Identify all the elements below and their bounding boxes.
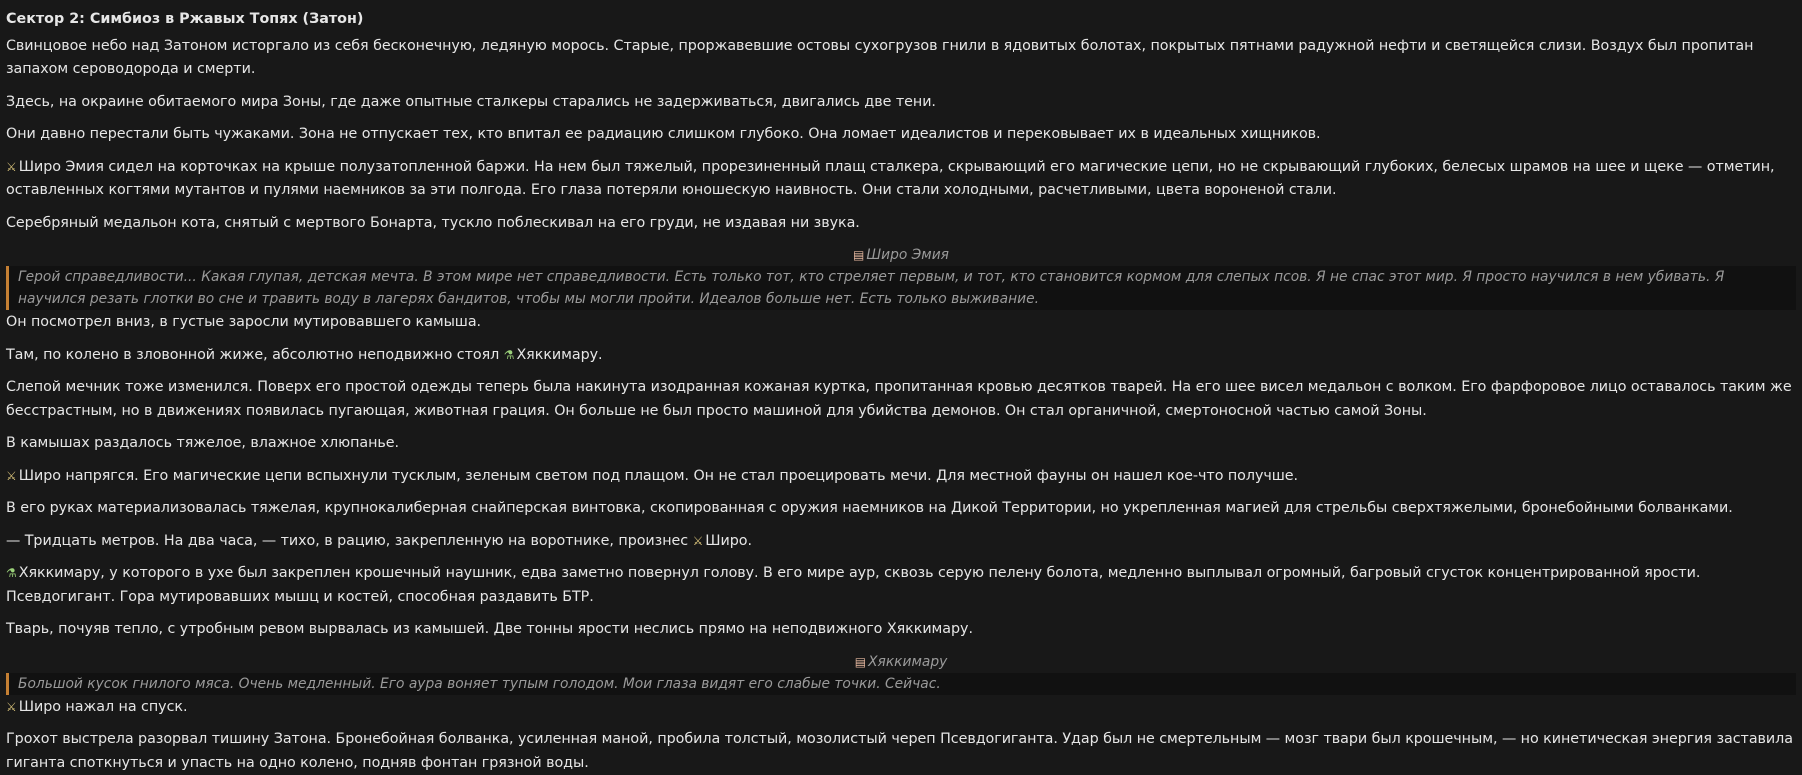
paragraph-text: Там, по колено в зловонной жиже, абсолютно неподвижно стоял xyxy=(6,346,504,363)
paragraph-text: Широ нажал на спуск. xyxy=(18,698,188,715)
dialogue-quote: Герой справедливости... Какая глупая, детская мечта. В этом мире нет справедливости. Есть только тот, кто стреляет первым, и тот, кто становится кормом для слепых псов. Я не спас этот мир. Я просто научился в нем убивать. Я научился резать глотки во сне и травить воду в лагерях бандитов, чтобы мы могли пройти. Идеалов больше нет. Есть только выживание. xyxy=(6,266,1796,310)
potion-icon: ⚗ xyxy=(6,566,17,580)
paragraph: Слепой мечник тоже изменился. Поверх его простой одежды теперь была накинута изодранная кожаная куртка, пропитанная кровью десятков тварей. На его шее висел медальон с волком. Его фарфоровое лицо оставалось таким же бесстрастным, но в движениях появилась пугающая, животная грация. Он больше не был просто машиной для убийства демонов. Он стал органичной, смертоносной частью самой Зоны. xyxy=(6,379,1792,419)
scroll-icon: ▤ xyxy=(854,654,867,669)
paragraph: Свинцовое небо над Затоном исторгало из себя бесконечную, ледяную морось. Старые, проржавевшие остовы сухогрузов гнили в ядовитых болотах, покрытых пятнами радужной нефти и светящейся слизи. Воздух был пропитан запахом сероводорода и смерти. xyxy=(6,37,1754,77)
paragraph xyxy=(6,696,1796,720)
paragraph xyxy=(6,156,1796,203)
paragraph: Тварь, почуяв тепло, с утробным ревом вырвалась из камышей. Две тонны ярости неслись прямо на неподвижного Хяккимару. xyxy=(6,621,973,637)
paragraph xyxy=(6,344,1796,368)
paragraph: Они давно перестали быть чужаками. Зона не отпускает тех, кто впитал ее радиацию слишком глубоко. Она ломает идеалистов и перековывает их в идеальных хищников. xyxy=(6,126,1321,142)
sword-icon: ⚔ xyxy=(6,699,17,714)
paragraph: Серебряный медальон кота, снятый с мертвого Бонарта, тускло поблескивал на его груди, не издавая ни звука. xyxy=(6,214,860,231)
paragraph: В его руках материализовалась тяжелая, крупнокалиберная снайперская винтовка, скопированная с оружия наемников на Дикой Территории, но укрепленная магией для стрельбы сверхтяжелыми, бронебойными болванками. xyxy=(6,500,1733,516)
paragraph-text: — Тридцать метров. На два часа, — тихо, в рацию, закрепленную на воротнике, произнес xyxy=(6,532,693,549)
section-heading: Сектор 2: Симбиоз в Ржавых Топях (Затон) xyxy=(6,11,364,27)
paragraph: Он посмотрел вниз, в густые заросли мутировавшего камыша. xyxy=(6,314,482,330)
paragraph: Здесь, на окраине обитаемого мира Зоны, где даже опытные сталкеры старались не задерживаться, двигались две тени. xyxy=(6,93,936,110)
sword-icon: ⚔ xyxy=(692,533,704,548)
potion-icon: ⚗ xyxy=(503,347,515,362)
dialogue-speaker xyxy=(6,244,1796,266)
sword-icon: ⚔ xyxy=(6,468,17,483)
speaker-name: Широ Эмия xyxy=(866,247,949,263)
paragraph-text: Широ. xyxy=(705,532,752,549)
speaker-name: Хяккимару xyxy=(868,653,948,670)
paragraph xyxy=(6,530,1796,554)
dialogue-quote: Большой кусок гнилого мяса. Очень медленный. Его аура воняет тупым голодом. Мои глаза видят его слабые точки. Сейчас. xyxy=(6,673,1796,695)
paragraph-text: Хяккимару. xyxy=(516,346,603,363)
paragraph: В камышах раздалось тяжелое, влажное хлюпанье. xyxy=(6,435,400,451)
paragraph: Грохот выстрела разорвал тишину Затона. Бронебойная болванка, усиленная маной, пробила толстый, мозолистый череп Псевдогиганта. Удар был не смертельным — мозг твари был крошечным, — но кинетическая энергия заставила гиганта споткнуться и упасть на одно колено, подняв фонтан грязной воды. xyxy=(6,731,1793,771)
dialogue-speaker xyxy=(6,651,1796,673)
paragraph xyxy=(6,465,1796,489)
paragraph xyxy=(6,562,1796,609)
paragraph-text: Хяккимару, у которого в ухе был закреплен крошечный наушник, едва заметно повернул голову. В его мире аур, сквозь серую пелену болота, медленно выплывал огромный, багровый сгусток концентрированной ярости. Псевдогигант. Гора мутировавших мышц и костей, способная раздавить БТР. xyxy=(6,565,1701,605)
scroll-icon: ▤ xyxy=(853,248,865,262)
paragraph-text: Широ напрягся. Его магические цепи вспыхнули тусклым, зеленым светом под плащом. Он не стал проецировать мечи. Для местной фауны он нашел кое-что получше. xyxy=(18,467,1299,484)
paragraph-text: Широ Эмия сидел на корточках на крыше полузатопленной баржи. На нем был тяжелый, прорезиненный плащ сталкера, скрывающий его магические цепи, но не скрывающий глубоких, белесых шрамов на шее и щеке — отметин, оставленных когтями мутантов и пулями наемников за эти полгода. Его глаза потеряли юношескую наивность. Они стали холодными, расчетливыми, цвета вороненой стали. xyxy=(6,158,1775,198)
sword-icon: ⚔ xyxy=(6,159,17,174)
